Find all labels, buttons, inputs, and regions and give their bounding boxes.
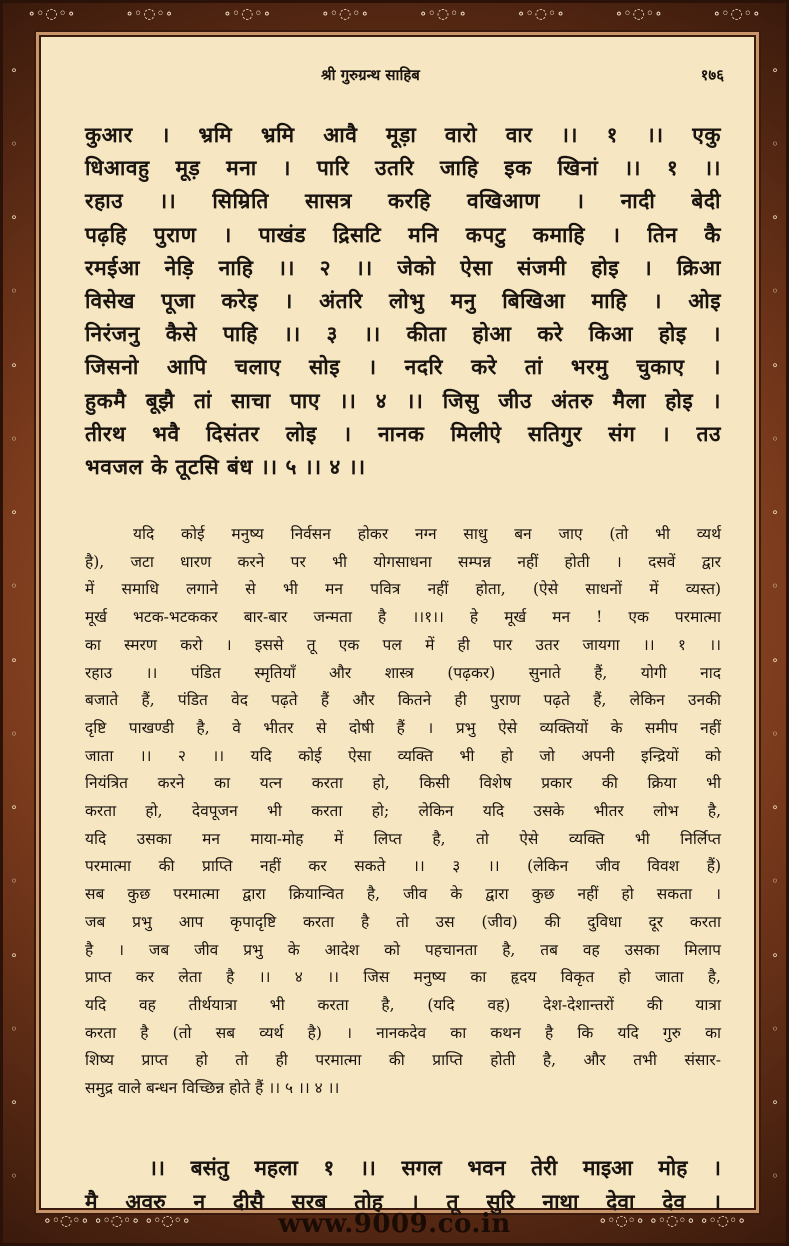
verse-line: ।। बसंतु महला १ ।। सगल भवन तेरी माइआ मोह । [149, 1156, 721, 1180]
verse-line: तीरथ भवै दिसंतर लोइ । नानक मिलीऐ सतिगुर संग । तउ [85, 421, 721, 446]
translation-line: समुद्र वाले बन्धन विच्छिन्न होते हैं ।। ५ ।। ४ ।। [85, 1079, 340, 1098]
left-border-ornament: ∘ ◦ ∘ ◦ ∘ ◦ ∘ ◦ ∘ ◦ ∘ ◦ ∘ ◦ ∘ ◦ [10, 62, 18, 1184]
verse-line: पढ़हि पुराण । पाखंड द्रिसटि मनि कपटु कमाहि । तिन कै [85, 222, 721, 247]
verse-line: जिसनो आपि चलाए सोइ । नदरि करे तां भरमु चुकाए । [85, 355, 721, 380]
translation-line: करता हो, देवपूजन भी करता हो; लेकिन यदि उसके भीतर लोभ है, [85, 802, 721, 821]
translation-line: प्राप्त कर लेता है ।। ४ ।। जिस मनुष्य का हृदय विकृत हो जाता है, [85, 968, 721, 987]
footer-ornament-left: ∘◦◌◦∘ ∘◦◌◦∘ ∘◦◌◦∘ [43, 1213, 191, 1229]
verse-line: हुकमै बूझै तां साचा पाए ।। ४ ।। जिसु जीउ अंतरु मैला होइ । [85, 388, 721, 413]
translation-line: रहाउ ।। पंडित स्मृतियाँ और शास्त्र (पढ़कर) सुनाते हैं, योगी नाद [85, 663, 721, 682]
running-title: श्री गुरुग्रन्थ साहिब [321, 66, 420, 84]
verse-block [85, 119, 721, 484]
verse-line: धिआवहु मूड़ मना । पारि उतरि जाहि इक खिनां ।। १ ।। [85, 156, 721, 181]
top-border-ornament: ∘◦◌◦∘ ∘◦◌◦∘ ∘◦◌◦∘ ∘◦◌◦∘ ∘◦◌◦∘ ∘◦◌◦∘ ∘◦◌◦∘ ∘◦◌◦∘ [28, 6, 761, 22]
scripture-page [39, 35, 756, 1214]
translation-line: बजाते हैं, पंडित वेद पढ़ते हैं और कितने ही पुराण पढ़ते हैं, लेकिन उनकी [85, 691, 721, 710]
translation-line: सब कुछ परमात्मा द्वारा क्रियान्वित है, जीव के द्वारा कुछ नहीं हो सकता । [85, 885, 721, 904]
page-header [41, 65, 754, 87]
verse-line: मै अवरु न दीसै सरब तोह । तू सुरि नाथा देवा देव । [85, 1190, 721, 1214]
translation-block [85, 521, 721, 1103]
translation-line: है । जब जीव प्रभु के आदेश को पहचानता है, तब वह उसका मिलाप [85, 940, 721, 959]
translation-line: नियंत्रित करने का यत्न करता हो, किसी विशेष प्रकार की क्रिया भी [85, 774, 721, 793]
verse-line: रमईआ नेड़ि नाहि ।। २ ।। जेको ऐसा संजमी होइ । क्रिआ [85, 255, 721, 280]
verse-line: भवजल के तूटसि बंध ।। ५ ।। ४ ।। [85, 455, 366, 480]
translation-line: यदि कोई मनुष्य निर्वसन होकर नग्न साधु बन जाए (तो भी व्यर्थ [133, 525, 721, 543]
translation-line: है), जटा धारण करने पर भी योगसाधना सम्पन्न नहीं होती । दसवें द्वार [85, 552, 721, 571]
verse-line: विसेख पूजा करेइ । अंतरि लोभु मनु बिखिआ माहि । ओइ [85, 289, 721, 314]
translation-line: जब प्रभु आप कृपादृष्टि करता है तो उस (जीव) की दुविधा दूर करता [85, 912, 721, 931]
verse-line: निरंजनु कैसे पाहि ।। ३ ।। कीता होआ करे किआ होइ । [85, 322, 721, 347]
translation-line: यदि उसका मन माया-मोह में लिप्त है, तो ऐसे व्यक्ति भी निर्लिप्त [85, 829, 721, 848]
translation-line: शिष्य प्राप्त हो तो ही परमात्मा की प्राप्ति होती है, और तभी संसार- [85, 1051, 721, 1070]
translation-line: में समाधि लगाने से भी मन पवित्र नहीं होता, (ऐसे साधनों में व्यस्त) [85, 580, 721, 599]
translation-line: करता है (तो सब व्यर्थ है) । नानकदेव का कथन है कि यदि गुरु का [85, 1023, 721, 1042]
page-number: १७६ [700, 66, 724, 84]
translation-line: दृष्टि पाखण्डी है, वे भीतर से दोषी हैं । प्रभु ऐसे व्यक्तियों के समीप नहीं [85, 718, 721, 737]
verse-line: रहाउ ।। सिम्रिति सासत्र करहि वखिआण । नादी बेदी [85, 189, 721, 214]
translation-line: परमात्मा की प्राप्ति नहीं कर सकते ।। ३ ।। (लेकिन जीव विवश हैं) [85, 857, 721, 876]
translation-line: का स्मरण करो । इससे तू एक पल में ही पार उतर जायगा ।। १ ।। [85, 635, 721, 654]
translation-line: जाता ।। २ ।। यदि कोई ऐसा व्यक्ति भी हो जो अपनी इन्द्रियों को [85, 746, 721, 765]
verse-line: कुआर । भ्रमि भ्रमि आवै मूड़ा वारो वार ।। १ ।। एकु [85, 123, 721, 147]
right-border-ornament: ∘ ◦ ∘ ◦ ∘ ◦ ∘ ◦ ∘ ◦ ∘ ◦ ∘ ◦ ∘ ◦ [771, 62, 779, 1184]
translation-line: मूर्ख भटक-भटककर बार-बार जन्मता है ।।१।। हे मूर्ख मन ! एक परमात्मा [85, 608, 721, 627]
website-url: www.9009.co.in [278, 1209, 511, 1239]
translation-line: यदि वह तीर्थयात्रा भी करता है, (यदि वह) देश-देशान्तरों की यात्रा [85, 995, 721, 1014]
footer-ornament-right: ∘◦◌◦∘ ∘◦◌◦∘ ∘◦◌◦∘ [598, 1213, 746, 1229]
